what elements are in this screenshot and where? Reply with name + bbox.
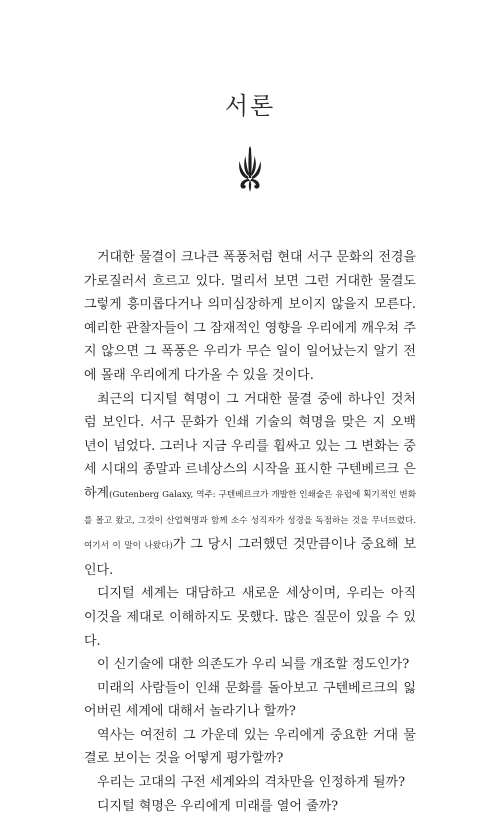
question-4: 우리는 고대의 구전 세계와의 격차만을 인정하게 될까? <box>97 775 406 791</box>
question-1: 이 신기술에 대한 의존도가 우리 뇌를 개조할 정도인가? <box>97 657 410 673</box>
question-2: 미래의 사람들이 인쇄 문화를 돌아보고 구텐베르크의 잃어버린 세계에 대해서 놀라기나 할까? <box>84 680 416 720</box>
body-text <box>84 246 416 818</box>
paragraph-2-main: 최근의 디지털 혁명이 그 거대한 물결 중에 하나인 것처럼 보인다. 서구 문화가 인쇄 기술의 혁명을 맞은 지 오백 년이 넘었다. 그러나 지금 우리를 휩싸고 있는 그 변화는 중세 시대의 종말과 르네상스의 시작을 표시한 구텐베르크 은하계 <box>84 391 416 501</box>
paragraph-1: 거대한 물결이 크나큰 폭풍처럼 현대 서구 문화의 전경을 가로질러서 흐르고 있다. 멀리서 보면 그런 거대한 물결도 그렇게 흥미롭다거나 의미심장하게 보이지 않을지 모른다. 예리한 관찰자들이 그 잠재적인 영향을 우리에게 깨우쳐 주지 않으면 그 폭풍은 우리가 무슨 일이 일어났는지 알기 전에 몰래 우리에게 다가올 수 있을 것이다. <box>84 250 416 383</box>
paragraph-2 <box>84 388 416 583</box>
chapter-title: 서론 <box>224 92 276 120</box>
fleur-ornament-icon <box>236 146 264 192</box>
question-3: 역사는 여전히 그 가운데 있는 우리에게 중요한 거대 물결로 보이는 것을 어떻게 평가할까? <box>84 727 416 767</box>
translator-note: (Gutenberg Galaxy, 역주: 구텐베르크가 개발한 인쇄술은 유럽에 획기적인 변화를 몰고 왔고, 그것이 산업혁명과 함께 소수 성직자가 성경을 독점하는 것을 무너뜨렸다. 여기서 이 말이 나왔다) <box>84 489 416 552</box>
paragraph-3: 디지털 세계는 대담하고 새로운 세상이며, 우리는 아직 이것을 제대로 이해하지도 못했다. 많은 질문이 있을 수 있다. <box>84 586 416 649</box>
question-5: 디지털 혁명은 우리에게 미래를 열어 줄까? <box>97 798 339 814</box>
paragraph-2-tail: 가 그 당시 그러했던 것만큼이나 중요해 보인다. <box>84 537 416 578</box>
